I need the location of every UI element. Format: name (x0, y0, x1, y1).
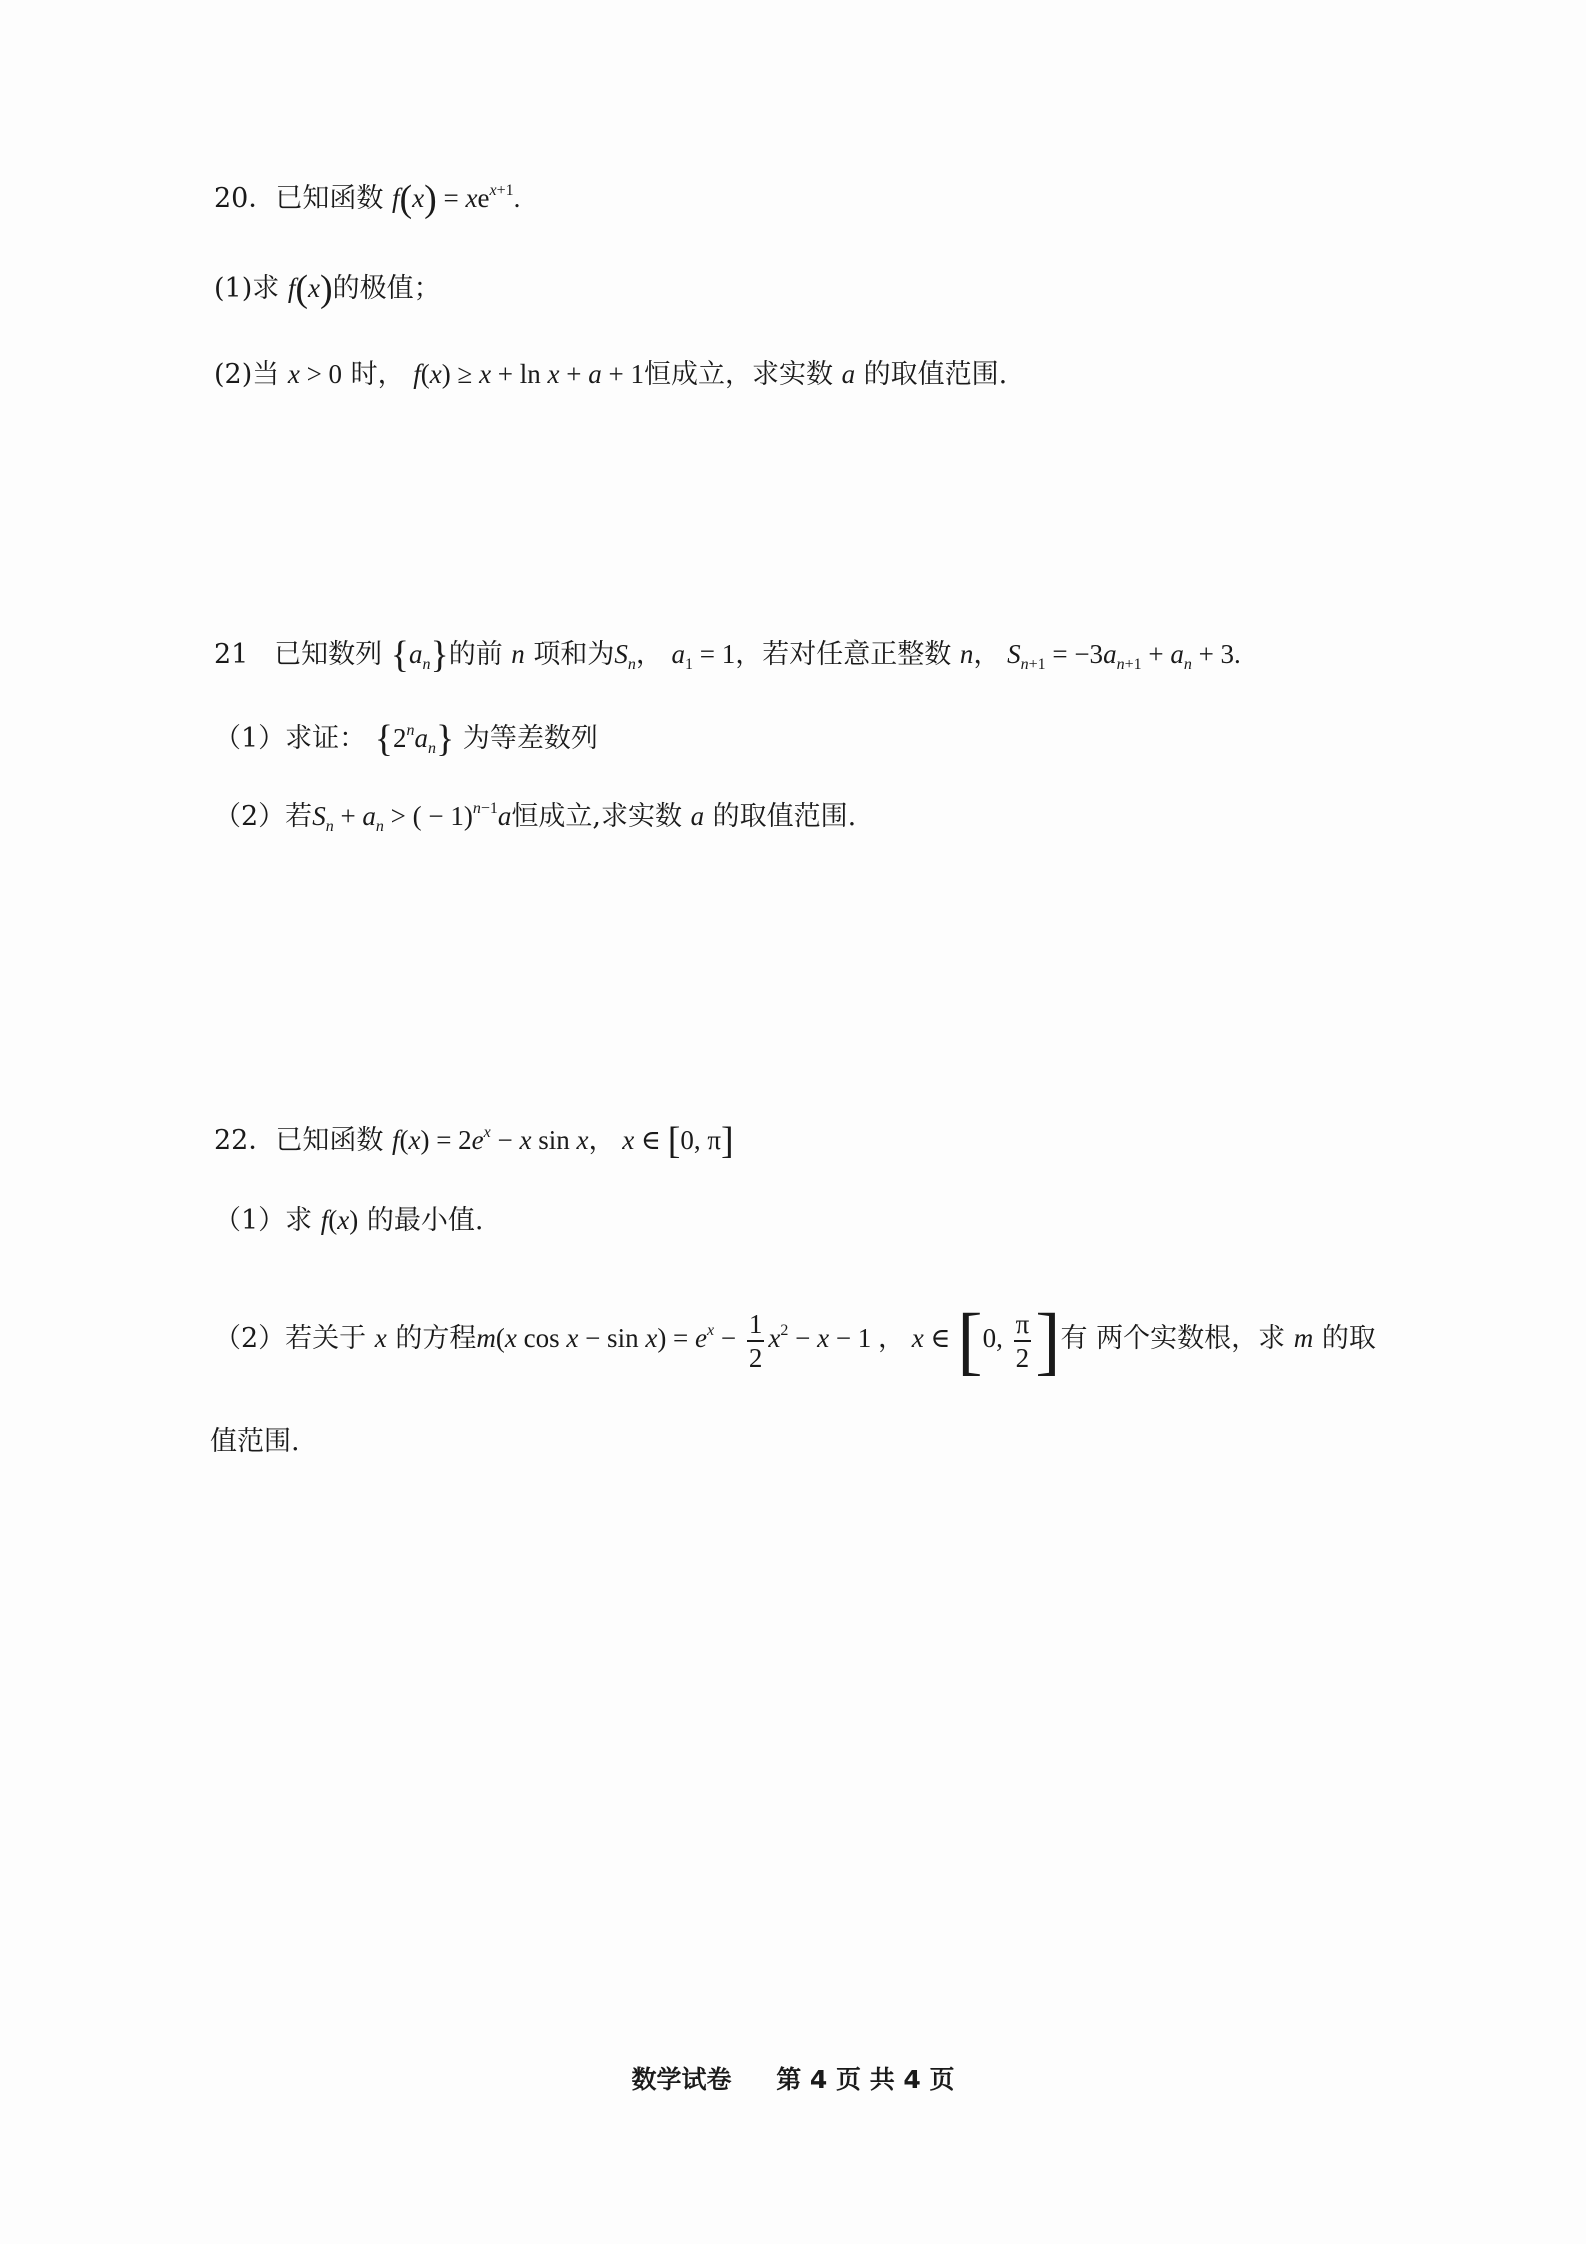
q22-statement (214, 1120, 734, 1161)
footer-page-number: 第 4 页 共 4 页 (776, 2065, 955, 2094)
q20-part1-math: f(x) (287, 268, 333, 310)
q20-part2-cond-math: x > 0 (287, 359, 343, 389)
q20-part2 (214, 354, 1007, 395)
q21-intro: 已知数列 (274, 639, 383, 670)
q21-statement (214, 634, 1241, 675)
q21-sum: $S_n$， (614, 639, 663, 673)
q21-mid3: ，若对任意正整数 (735, 639, 952, 670)
q22-part1-label: （1）求 (214, 1205, 313, 1236)
q22-part2 (214, 1298, 1376, 1383)
q21-n: n (511, 639, 525, 669)
q20-intro: 已知函数 (275, 183, 384, 214)
q21-part2-end: 的取值范围. (712, 801, 857, 832)
q20-part2-text: 恒成立，求实数 (643, 359, 833, 390)
q20-part2-end: 的取值范围. (863, 359, 1008, 390)
q20-part1 (214, 268, 441, 309)
q22-part2-text: 有 两个实数根，求 (1060, 1323, 1286, 1354)
q22-part2-label: （2）若关于 (214, 1323, 367, 1354)
q21-part2-inequality: $S_n + a_n$ > ( − 1)$^{n-1}$a (312, 800, 512, 835)
q21-part1-text: 为等差数列 (462, 723, 598, 754)
q21-part2-label: （2）若 (214, 801, 313, 832)
q21-a1: $a_1 = 1$ (671, 639, 736, 673)
q20-part2-label: (2)当 (214, 359, 280, 390)
q21-part2 (214, 796, 856, 837)
q22-function: $f(x) = 2e^x - x$ sin x， x ∈ [0, π] (391, 1120, 734, 1162)
page-footer (0, 2060, 1586, 2096)
q20-number: 20． (214, 183, 276, 214)
q20-statement (214, 178, 520, 219)
q22-part2-cont-text: 值范围. (210, 1426, 300, 1457)
q21-part1-label: （1）求证： (214, 723, 367, 754)
q22-part1-math: f(x) (320, 1205, 359, 1235)
q22-part2-equation: m(x $\cos x - \sin x) = e^x$ − $\frac{1}{2}$ $x^2 - x - 1$ ， x ∈ [0, $\frac{\pi}{2}$ ] (476, 1298, 1061, 1383)
q21-number: 21 (214, 639, 249, 670)
q21-part2-text: 恒成立,求实数 (511, 801, 682, 832)
q22-part1-text: 的最小值. (366, 1205, 484, 1236)
q22-part2-x: x (374, 1323, 387, 1353)
q22-part2-m: m (1293, 1323, 1314, 1353)
footer-subject: 数学试卷 (631, 2065, 732, 2094)
q22-part2-mid: 的方程 (395, 1323, 477, 1354)
q21-part1-math: $\{2^na_n\}$ (374, 718, 455, 760)
q22-part2-end: 的取 (1321, 1323, 1376, 1354)
q20-part1-label: (1)求 (214, 273, 280, 304)
q20-part2-inequality: f(x) ≥ x + ln x + a + 1 (413, 359, 644, 389)
q22-part1 (214, 1200, 483, 1241)
q21-part1 (214, 718, 598, 759)
q22-number: 22． (214, 1125, 276, 1156)
q20-part1-text: 的极值； (332, 273, 441, 304)
q20-function: $f(x) = xe^{x+1}$. (391, 178, 521, 220)
q21-mid1: 的前 (448, 639, 503, 670)
q21-mid2: 项和为 (533, 639, 615, 670)
q20-part2-var: a (841, 359, 856, 389)
q21-recurrence: n， $S_{n+1} = -3a_{n+1} + a_n + 3$. (959, 639, 1241, 673)
q20-part2-cond: 时， (350, 359, 405, 390)
q22-part2-continuation (210, 1422, 300, 1462)
q21-part2-var: a (690, 801, 705, 831)
q22-intro: 已知函数 (275, 1125, 384, 1156)
q21-sequence: $\{a_n\}$ (390, 634, 449, 676)
